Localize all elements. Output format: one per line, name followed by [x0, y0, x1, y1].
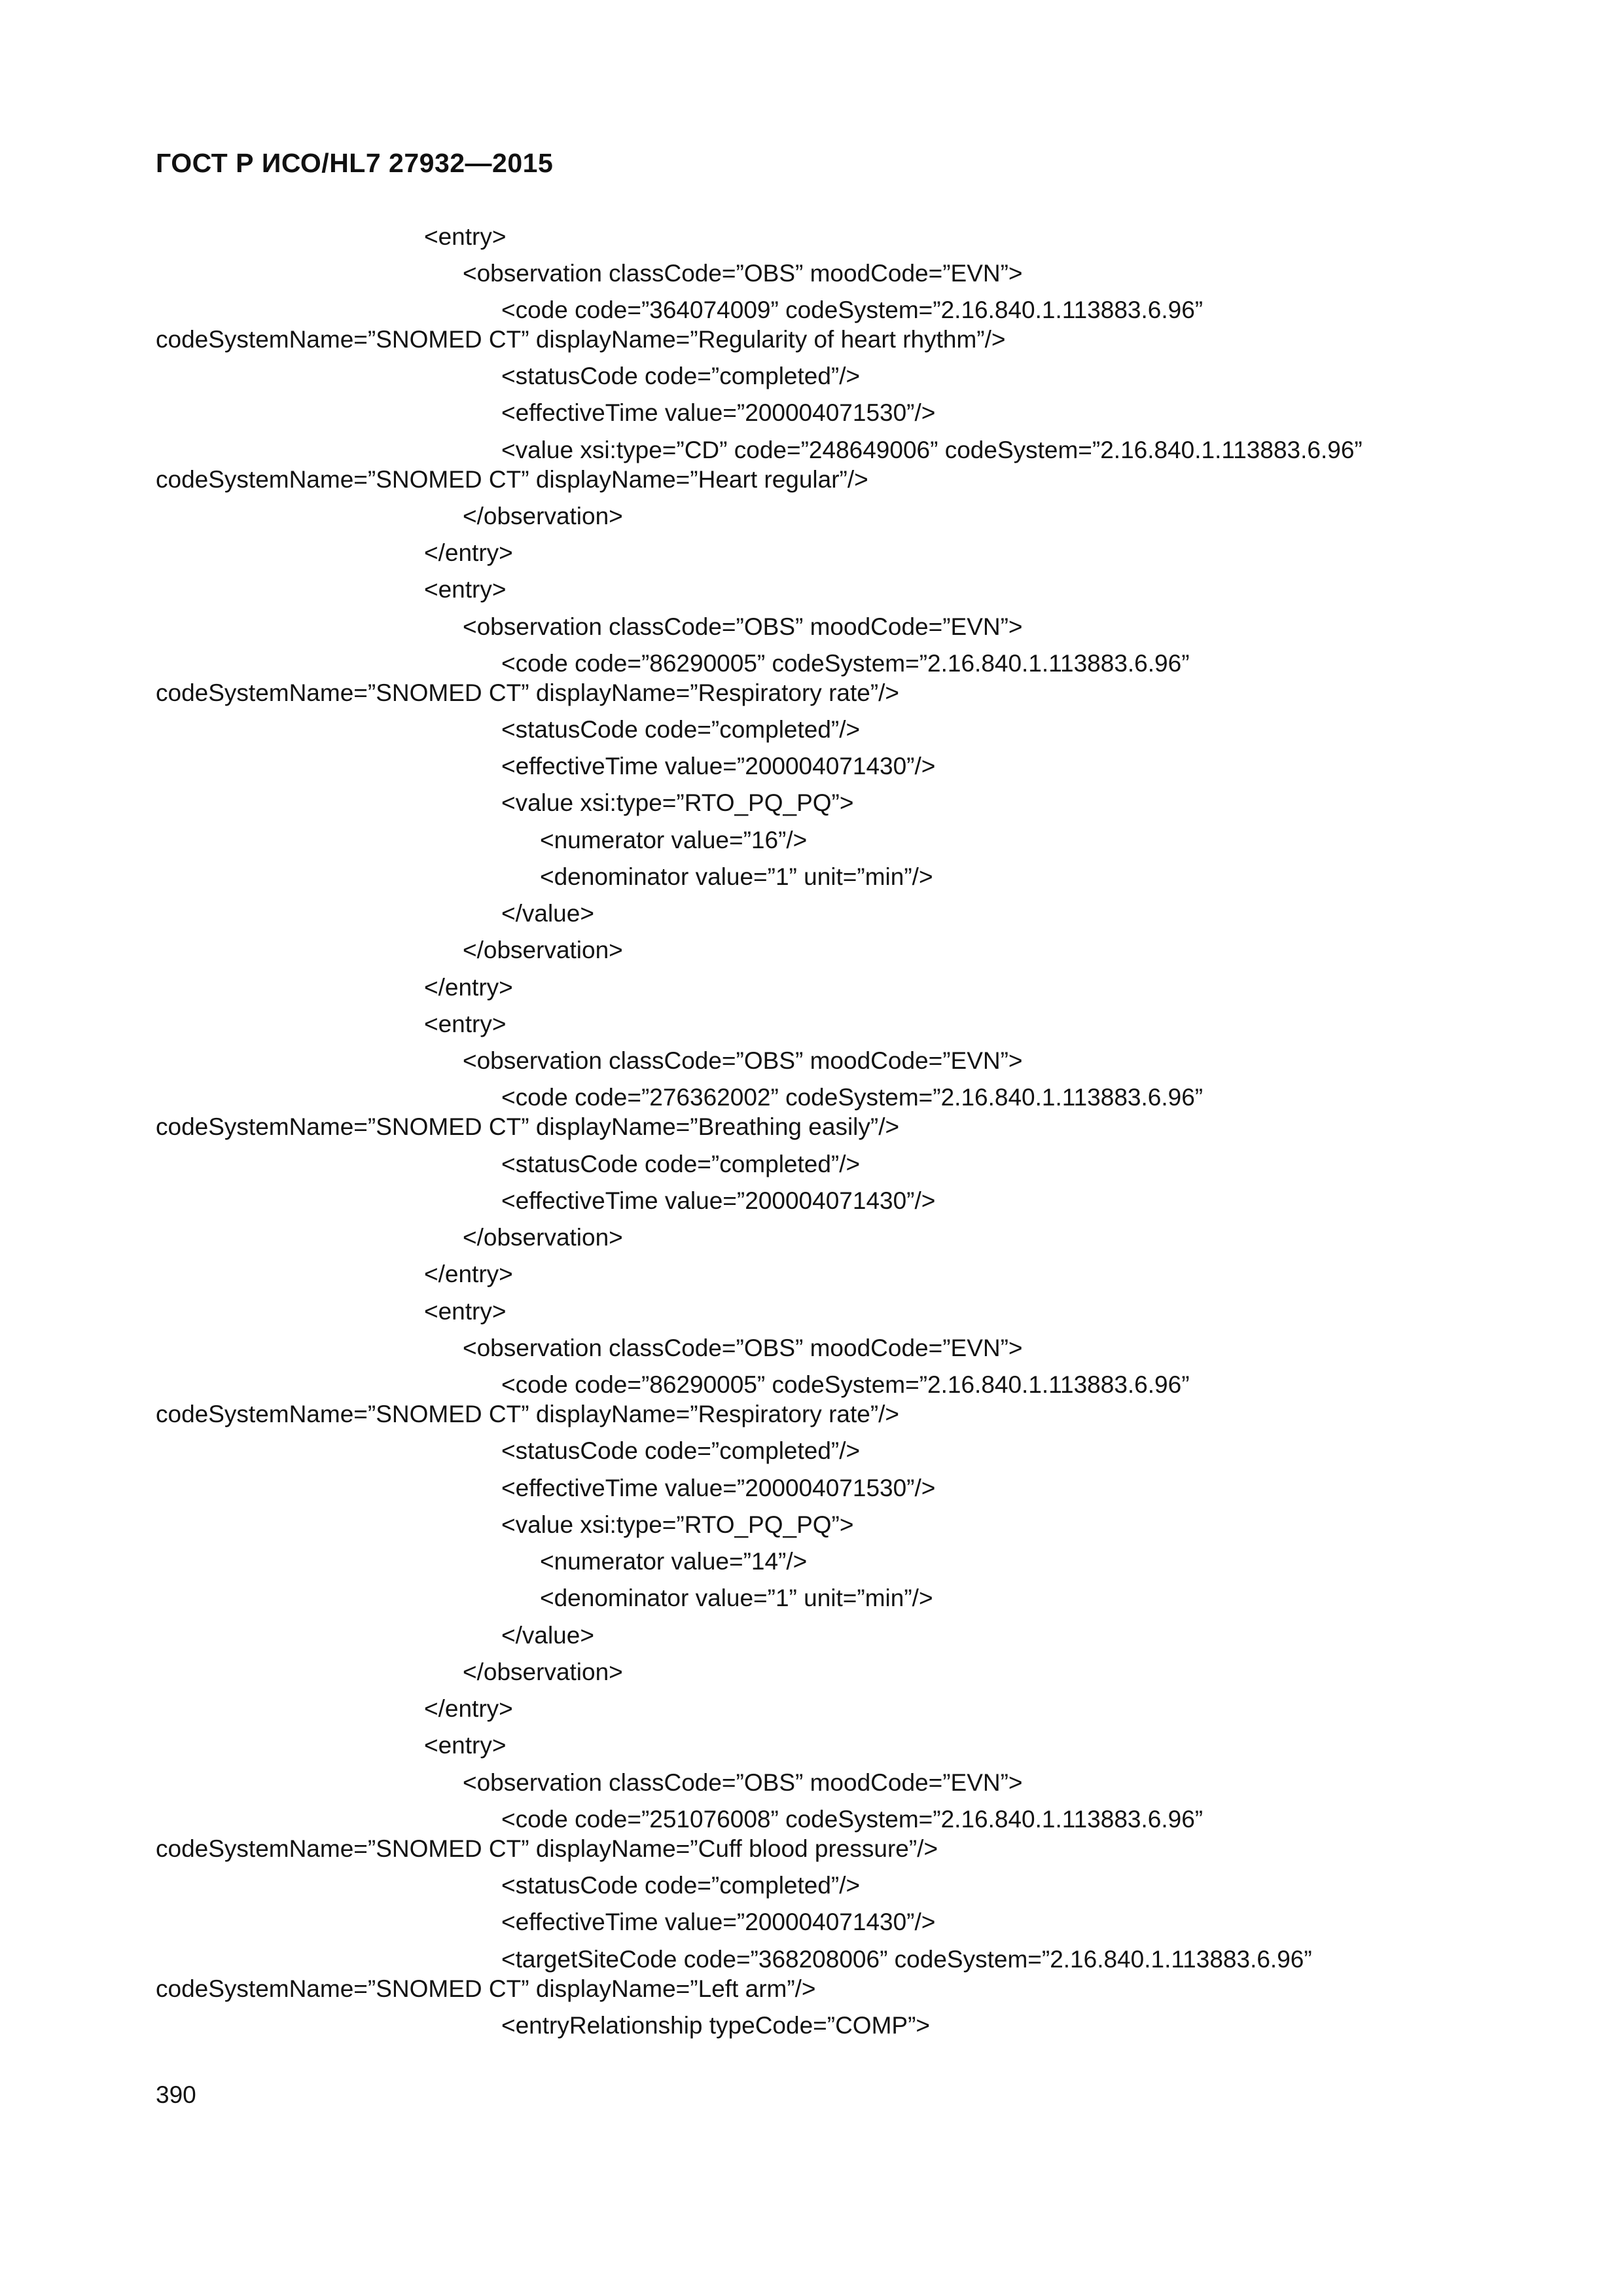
code-line: <entry> [424, 223, 507, 250]
code-line: <observation classCode=”OBS” moodCode=”EVN”> [463, 260, 1023, 287]
code-line: <observation classCode=”OBS” moodCode=”EVN”> [463, 1335, 1023, 1361]
code-line: <targetSiteCode code=”368208006” codeSystem=”2.16.840.1.113883.6.96” [501, 1946, 1312, 1973]
code-line: <effectiveTime value=”200004071530”/> [501, 399, 936, 426]
code-line: <value xsi:type=”RTO_PQ_PQ”> [501, 1511, 854, 1538]
code-line: </entry> [424, 1695, 513, 1722]
code-line: <denominator value=”1” unit=”min”/> [540, 1585, 933, 1611]
code-line: codeSystemName=”SNOMED CT” displayName=”Respiratory rate”/> [156, 679, 900, 706]
code-line: <effectiveTime value=”200004071430”/> [501, 753, 936, 780]
code-line: <entry> [424, 1011, 507, 1037]
code-line: <denominator value=”1” unit=”min”/> [540, 863, 933, 890]
code-line: <observation classCode=”OBS” moodCode=”EVN”> [463, 1769, 1023, 1796]
code-line: </value> [501, 900, 594, 927]
code-line: <value xsi:type=”CD” code=”248649006” codeSystem=”2.16.840.1.113883.6.96” [501, 437, 1363, 463]
code-line: </observation> [463, 937, 623, 963]
code-line: <entry> [424, 1732, 507, 1759]
code-line: <code code=”364074009” codeSystem=”2.16.840.1.113883.6.96” [501, 296, 1204, 323]
code-line: codeSystemName=”SNOMED CT” displayName=”Breathing easily”/> [156, 1113, 900, 1140]
code-line: <effectiveTime value=”200004071430”/> [501, 1909, 936, 1935]
code-line: codeSystemName=”SNOMED CT” displayName=”Heart regular”/> [156, 466, 868, 493]
code-line: <statusCode code=”completed”/> [501, 1437, 861, 1464]
page-number: 390 [156, 2081, 196, 2108]
code-line: codeSystemName=”SNOMED CT” displayName=”Respiratory rate”/> [156, 1401, 900, 1427]
code-line: </observation> [463, 503, 623, 529]
document-header: ГОСТ Р ИСО/HL7 27932—2015 [156, 148, 554, 178]
code-line: </entry> [424, 974, 513, 1001]
code-line: <numerator value=”14”/> [540, 1548, 808, 1575]
code-line: codeSystemName=”SNOMED CT” displayName=”Cuff blood pressure”/> [156, 1835, 938, 1862]
code-line: <code code=”86290005” codeSystem=”2.16.840.1.113883.6.96” [501, 650, 1190, 677]
code-line: </observation> [463, 1224, 623, 1251]
code-line: codeSystemName=”SNOMED CT” displayName=”Left arm”/> [156, 1975, 816, 2002]
code-line: <effectiveTime value=”200004071430”/> [501, 1187, 936, 1214]
code-line: <entry> [424, 576, 507, 603]
code-line: <code code=”276362002” codeSystem=”2.16.840.1.113883.6.96” [501, 1084, 1204, 1111]
code-line: <numerator value=”16”/> [540, 827, 808, 853]
code-line: codeSystemName=”SNOMED CT” displayName=”Regularity of heart rhythm”/> [156, 326, 1006, 353]
code-line: <effectiveTime value=”200004071530”/> [501, 1475, 936, 1501]
code-line: <statusCode code=”completed”/> [501, 1872, 861, 1899]
code-line: <code code=”251076008” codeSystem=”2.16.840.1.113883.6.96” [501, 1806, 1204, 1833]
code-line: <statusCode code=”completed”/> [501, 1151, 861, 1177]
code-line: <observation classCode=”OBS” moodCode=”EVN”> [463, 1047, 1023, 1074]
code-line: <code code=”86290005” codeSystem=”2.16.840.1.113883.6.96” [501, 1371, 1190, 1398]
code-line: </observation> [463, 1659, 623, 1685]
code-line: <observation classCode=”OBS” moodCode=”EVN”> [463, 613, 1023, 640]
code-line: <statusCode code=”completed”/> [501, 363, 861, 389]
code-line: </entry> [424, 1261, 513, 1287]
code-line: <entry> [424, 1298, 507, 1325]
code-line: <entryRelationship typeCode=”COMP”> [501, 2012, 931, 2039]
code-line: <statusCode code=”completed”/> [501, 716, 861, 743]
code-line: </value> [501, 1622, 594, 1649]
code-line: </entry> [424, 539, 513, 566]
code-line: <value xsi:type=”RTO_PQ_PQ”> [501, 789, 854, 816]
